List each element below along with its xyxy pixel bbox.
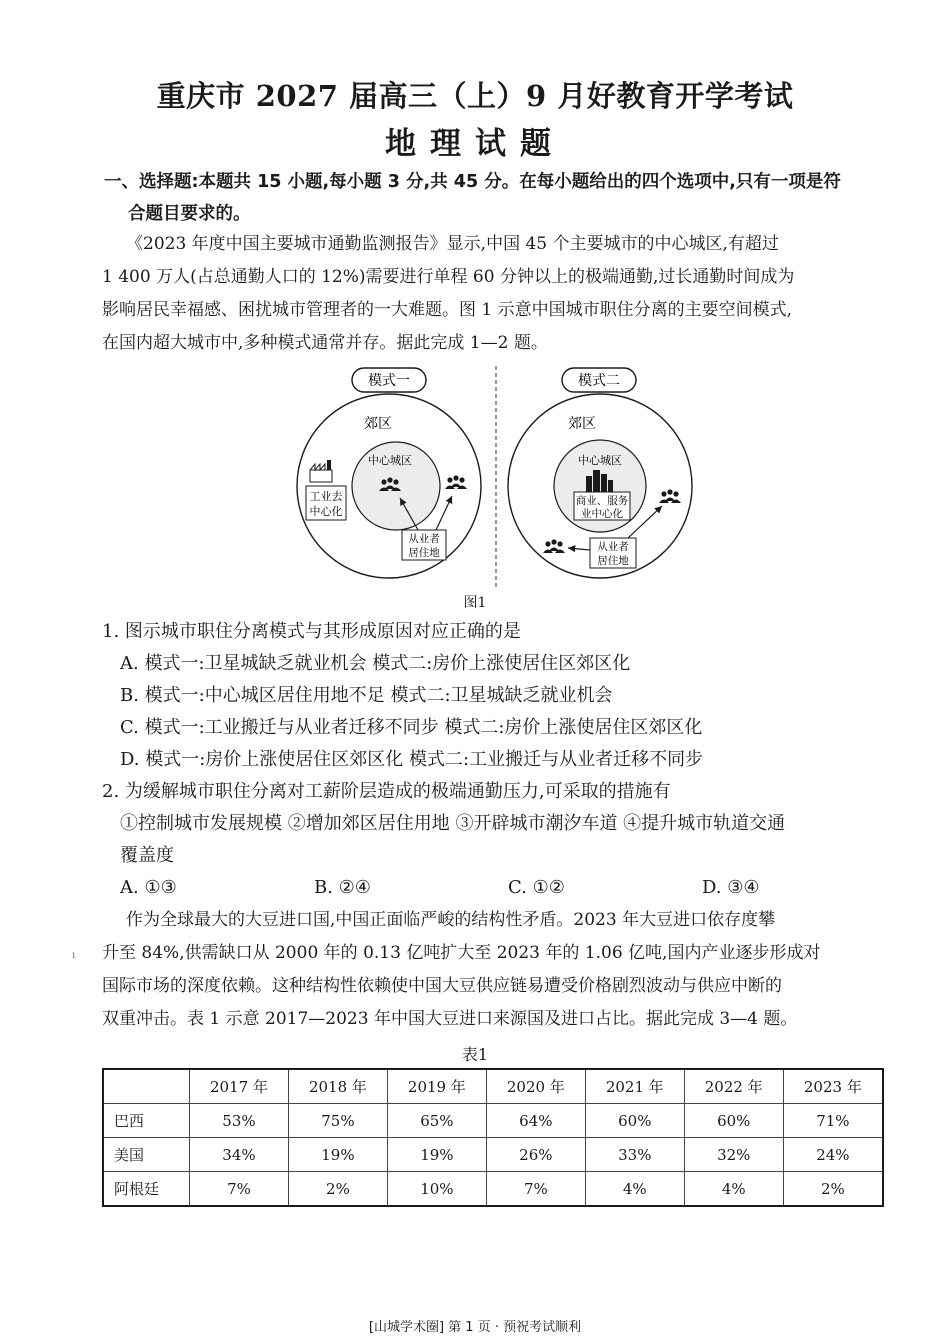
table-cell: 34%	[190, 1138, 289, 1172]
table-cell: 75%	[288, 1104, 387, 1138]
soybean-import-table	[102, 1068, 884, 1207]
table-cell: 53%	[190, 1104, 289, 1138]
table-year-header: 2018 年	[288, 1069, 387, 1104]
table-year-header: 2021 年	[585, 1069, 684, 1104]
question-2-option-b[interactable]: B. ②④	[314, 877, 371, 898]
question-1-stem: 1. 图示城市职住分离模式与其形成原因对应正确的是	[102, 621, 521, 642]
mode2-residence-line2: 居住地	[597, 555, 629, 567]
section-heading-line1: 一、选择题:本题共 15 小题,每小题 3 分,共 45 分。在每小题给出的四个选项中,只有一项是符	[104, 172, 841, 192]
section-heading-line2: 合题目要求的。	[128, 204, 251, 224]
table-row-country: 美国	[103, 1138, 190, 1172]
table-year-header: 2017 年	[190, 1069, 289, 1104]
mode2-suburb-label: 郊区	[568, 416, 596, 432]
table-cell: 26%	[486, 1138, 585, 1172]
table-cell: 24%	[783, 1138, 883, 1172]
question-2-option-a[interactable]: A. ①③	[120, 877, 177, 898]
question-2-option-d[interactable]: D. ③④	[702, 877, 760, 898]
passage-commute	[102, 228, 892, 360]
table-year-header: 2020 年	[486, 1069, 585, 1104]
exam-title: 重庆市 2027 届高三（上）9 月好教育开学考试	[156, 79, 794, 113]
mode1-suburb-label: 郊区	[364, 416, 392, 432]
table-year-header: 2023 年	[783, 1069, 883, 1104]
mode2-core-label: 中心城区	[578, 454, 622, 467]
table-corner	[103, 1069, 190, 1104]
mode1-residence-line2: 居住地	[408, 547, 440, 559]
question-1-option-a[interactable]: A. 模式一:卫星城缺乏就业机会 模式二:房价上涨使居住区郊区化	[120, 653, 631, 674]
question-2-stem: 2. 为缓解城市职住分离对工薪阶层造成的极端通勤压力,可采取的措施有	[102, 781, 671, 802]
mode2-commerce-line2: 业中心化	[581, 508, 623, 520]
mode1-industry-line2: 中心化	[309, 505, 343, 518]
mode1-core-label: 中心城区	[368, 454, 412, 467]
subject-title: 地理试题	[385, 126, 565, 162]
scan-mark: ı	[72, 950, 76, 961]
table-row	[103, 1172, 883, 1207]
table-cell: 2%	[783, 1172, 883, 1207]
table-cell: 2%	[288, 1172, 387, 1207]
mode2-commerce-line1: 商业、服务	[575, 495, 629, 507]
table-cell: 32%	[684, 1138, 783, 1172]
table-cell: 65%	[387, 1104, 486, 1138]
table-caption: 表1	[461, 1045, 489, 1064]
question-1-option-c[interactable]: C. 模式一:工业搬迁与从业者迁移不同步 模式二:房价上涨使居住区郊区化	[120, 717, 703, 738]
table-cell: 4%	[684, 1172, 783, 1207]
table-header-row	[103, 1069, 883, 1104]
table-cell: 64%	[486, 1104, 585, 1138]
question-1-option-d[interactable]: D. 模式一:房价上涨使居住区郊区化 模式二:工业搬迁与从业者迁移不同步	[120, 749, 704, 770]
table-cell: 7%	[486, 1172, 585, 1207]
page-footer: [山城学术圈] 第 1 页 · 预祝考试顺利	[368, 1320, 582, 1335]
table-row	[103, 1104, 883, 1138]
passage-line: 作为全球最大的大豆进口国,中国正面临严峻的结构性矛盾。2023 年大豆进口依存度攀	[126, 910, 776, 930]
passage-line: 1 400 万人(占总通勤人口的 12%)需要进行单程 60 分钟以上的极端通勤,过长通勤时间成为	[102, 267, 795, 287]
figure-caption: 图1	[463, 595, 487, 611]
passage-line: 双重冲击。表 1 示意 2017—2023 年中国大豆进口来源国及进口占比。据此完成 3—4 题。	[102, 1009, 798, 1029]
mode1-title: 模式一	[368, 373, 410, 389]
table-cell: 60%	[585, 1104, 684, 1138]
mode1-diagram	[297, 368, 481, 578]
passage-line: 《2023 年度中国主要城市通勤监测报告》显示,中国 45 个主要城市的中心城区,有超过	[126, 234, 779, 254]
table-row	[103, 1138, 883, 1172]
passage-soybean	[102, 904, 892, 1036]
passage-line: 影响居民幸福感、困扰城市管理者的一大难题。图 1 示意中国城市职住分离的主要空间模式,	[102, 300, 793, 320]
mode2-diagram	[508, 368, 692, 578]
question-1-option-b[interactable]: B. 模式一:中心城区居住用地不足 模式二:卫星城缺乏就业机会	[120, 685, 613, 706]
table-cell: 19%	[387, 1138, 486, 1172]
table-cell: 33%	[585, 1138, 684, 1172]
mode1-industry-line1: 工业去	[309, 490, 343, 503]
mode2-residence-line1: 从业者	[597, 541, 629, 553]
table-year-header: 2019 年	[387, 1069, 486, 1104]
table-row-country: 阿根廷	[103, 1172, 190, 1207]
table-cell: 19%	[288, 1138, 387, 1172]
section-heading	[104, 166, 894, 230]
figure-commute-modes	[290, 362, 730, 594]
passage-line: 国际市场的深度依赖。这种结构性依赖使中国大豆供应链易遭受价格剧烈波动与供应中断的	[102, 976, 782, 996]
mode2-title: 模式二	[578, 373, 620, 389]
table-cell: 10%	[387, 1172, 486, 1207]
table-cell: 60%	[684, 1104, 783, 1138]
mode1-residence-line1: 从业者	[408, 533, 440, 545]
question-2-items-line1: ①控制城市发展规模 ②增加郊区居住用地 ③开辟城市潮汐车道 ④提升城市轨道交通	[120, 813, 786, 834]
passage-line: 升至 84%,供需缺口从 2000 年的 0.13 亿吨扩大至 2023 年的 1.06 亿吨,国内产业逐步形成对	[102, 943, 821, 963]
table-cell: 4%	[585, 1172, 684, 1207]
passage-line: 在国内超大城市中,多种模式通常并存。据此完成 1—2 题。	[102, 333, 548, 353]
table-cell: 71%	[783, 1104, 883, 1138]
table-row-country: 巴西	[103, 1104, 190, 1138]
question-2-option-c[interactable]: C. ①②	[508, 877, 565, 898]
table-year-header: 2022 年	[684, 1069, 783, 1104]
table-cell: 7%	[190, 1172, 289, 1207]
question-2-items-line2: 覆盖度	[120, 845, 174, 866]
